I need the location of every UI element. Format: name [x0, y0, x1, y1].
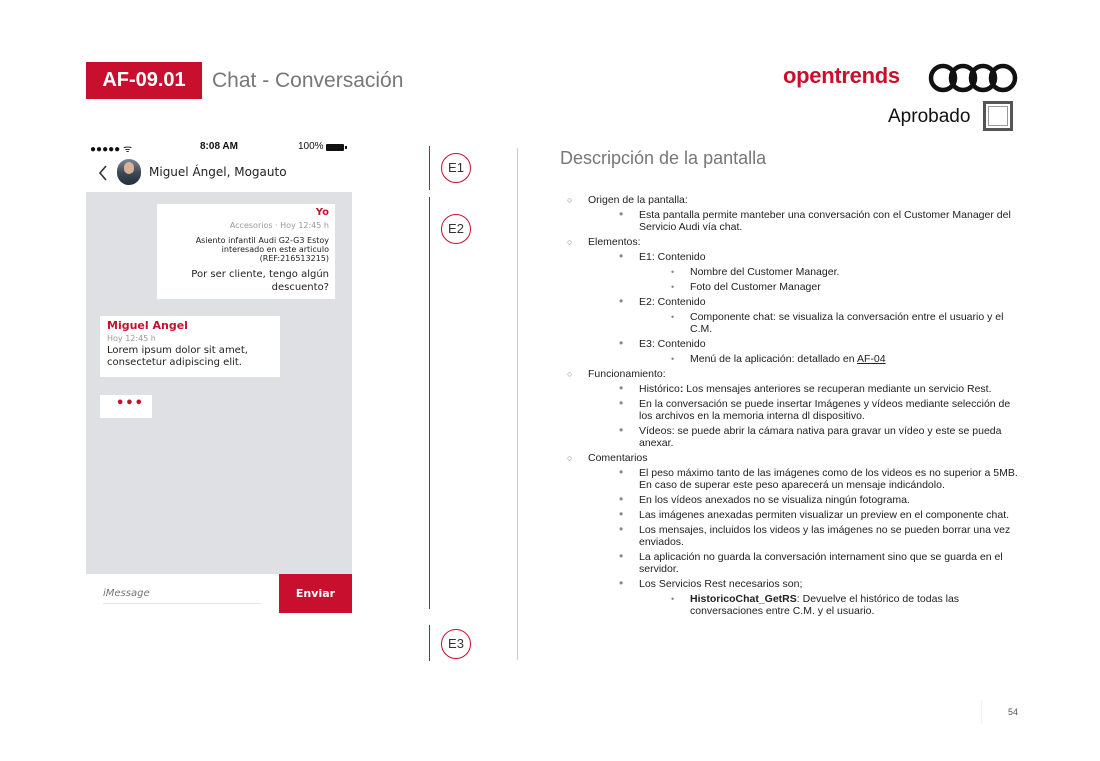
received-message-bubble: [100, 316, 280, 377]
description-title: Descripción de la pantalla: [560, 148, 767, 168]
sent-message-bubble: [157, 204, 335, 299]
list-item: • Las imágenes anexadas permiten visualizar un preview en el componente chat.: [619, 507, 1010, 521]
rest-service-desc: : Devuelve el histórico de todas las conversaciones entre C.M. y el usuario.: [690, 593, 960, 617]
approved-checkbox[interactable]: [983, 101, 1013, 131]
send-button[interactable]: Enviar: [279, 574, 352, 613]
marker-e3: E3: [441, 629, 471, 659]
list-item: • Los mensajes, incluidos los videos y las imágenes no se pueden borrar una vez enviados.: [619, 522, 1011, 548]
message-input[interactable]: [103, 588, 261, 599]
func-heading: Funcionamiento:: [588, 368, 666, 380]
approval-status-label: Aprobado: [888, 106, 971, 127]
status-time: 8:08 AM: [200, 141, 238, 152]
contact-name: Miguel Ángel, Mogauto: [149, 165, 287, 179]
phone-status-bar: [86, 137, 352, 157]
message-meta: Accesorios · Hoy 12:45 h: [229, 221, 329, 230]
list-item: • Histórico: Los mensajes anteriores se recuperan mediante un servicio Rest.: [619, 381, 992, 395]
list-item: ○ Origen de la pantalla:: [567, 194, 688, 206]
comment-item: El peso máximo tanto de las imágenes como de los videos es no superior a 5MB. En caso de superar este peso aparecerá un mensaje indicándolo.: [639, 467, 1018, 491]
list-item: • En los vídeos anexados no se visualiza ningún fotograma.: [619, 492, 910, 506]
list-item: ○ Funcionamiento:: [567, 368, 666, 380]
e1-item: Foto del Customer Manager: [690, 281, 821, 293]
e2-label: E2: Contenido: [639, 296, 706, 308]
list-item: ○ Elementos:: [567, 236, 641, 248]
list-item: • Menú de la aplicación: detallado en AF-04: [671, 353, 886, 365]
list-item: • E2: Contenido: [619, 294, 706, 308]
opentrends-logo-text: opentrends: [783, 63, 900, 88]
marker-e1: E1: [441, 153, 471, 183]
document-title: Chat - Conversación: [212, 69, 404, 92]
comments-heading: Comentarios: [588, 452, 648, 464]
list-item: • Nombre del Customer Manager.: [671, 266, 840, 278]
e1-range-line: [429, 146, 430, 190]
chevron-left-icon[interactable]: [98, 164, 108, 182]
marker-e2: E2: [441, 214, 471, 244]
audi-rings-logo-icon: [928, 63, 1018, 93]
document-code-badge: AF-09.01: [86, 62, 202, 99]
func-item: En la conversación se puede insertar Imágenes y vídeos mediante selección de los archivos en la memoria interna dl dispositivo.: [639, 398, 1011, 422]
page-number: 54: [1008, 707, 1019, 717]
list-item: • HistoricoChat_GetRS: Devuelve el histórico de todas las conversaciones entre C.M. y el usuario.: [671, 593, 960, 617]
list-item: • E1: Contenido: [619, 249, 706, 263]
typing-dots-icon: •••: [116, 396, 144, 411]
phone-mockup: [86, 137, 352, 613]
column-divider: [517, 148, 518, 660]
func-hist-label: Histórico: [639, 383, 680, 395]
list-item: • La aplicación no guarda la conversación internament sino que se guarda en el servidor.: [619, 549, 1003, 575]
message-body: Lorem ipsum dolor sit amet, consectetur adipiscing elit.: [107, 345, 248, 368]
avatar: [117, 159, 141, 185]
elements-heading: Elementos:: [588, 236, 641, 248]
e2-range-line: [429, 197, 430, 609]
message-question: Por ser cliente, tengo algún descuento?: [191, 269, 329, 293]
message-sender: Yo: [315, 207, 329, 218]
battery-percentage: 100%: [298, 141, 324, 152]
list-item: ○ Comentarios: [567, 452, 648, 464]
description-body: [563, 194, 1033, 620]
func-hist-colon: :: [679, 383, 684, 395]
af-04-link[interactable]: AF-04: [856, 353, 886, 365]
footer-divider: [981, 700, 982, 724]
list-item: • Vídeos: se puede abrir la cámara nativa para gravar un vídeo y este se pueda anexar.: [619, 423, 1002, 449]
e1-label: E1: Contenido: [639, 251, 706, 263]
func-hist-text: Los mensajes anteriores se recuperan mediante un servicio Rest.: [683, 383, 992, 395]
rest-service-name: HistoricoChat_GetRS: [690, 593, 797, 605]
message-sender: Miguel Angel: [107, 319, 188, 332]
origin-heading: Origen de la pantalla:: [588, 194, 688, 206]
list-item: • Esta pantalla permite manteber una conversación con el Customer Manager del Servicio Audi vía chat.: [619, 207, 1011, 233]
list-item: • Foto del Customer Manager: [671, 281, 821, 293]
list-item: • En la conversación se puede insertar Imágenes y vídeos mediante selección de los archivos en la memoria interna dl dispositivo.: [619, 396, 1011, 422]
func-item: Vídeos: se puede abrir la cámara nativa para gravar un vídeo y este se pueda anexar.: [639, 425, 1002, 449]
list-item: • E3: Contenido: [619, 336, 706, 350]
typing-indicator: [100, 395, 152, 418]
chat-area[interactable]: [86, 192, 352, 574]
comment-item: Los mensajes, incluidos los videos y las imágenes no se pueden borrar una vez enviados.: [639, 524, 1011, 548]
comment-item: Los Servicios Rest necesarios son;: [639, 578, 803, 590]
comment-item: Las imágenes anexadas permiten visualizar un preview en el componente chat.: [639, 509, 1010, 521]
comment-item: La aplicación no guarda la conversación internament sino que se guarda en el servidor.: [639, 551, 1003, 575]
input-underline: [103, 603, 261, 604]
chat-nav-bar: [86, 157, 352, 192]
comment-item: En los vídeos anexados no se visualiza ningún fotograma.: [639, 494, 910, 506]
e2-item: Componente chat: se visualiza la conversación entre el usuario y el C.M.: [690, 311, 1004, 335]
e3-item: Menú de la aplicación: detallado en: [690, 353, 857, 365]
message-meta: Hoy 12:45 h: [107, 334, 156, 343]
signal-wifi-icon: ●●●●● ᯤ: [90, 144, 133, 155]
origin-text: Esta pantalla permite manteber una conversación con el Customer Manager del Servicio Audi vía chat.: [639, 209, 1011, 233]
e3-range-line: [429, 625, 430, 661]
message-body: Asiento infantil Audi G2-G3 Estoy interesado en este articulo (REF:216513215): [195, 236, 329, 263]
list-item: • Los Servicios Rest necesarios son;: [619, 576, 803, 590]
battery-icon: [326, 144, 344, 151]
list-item: • El peso máximo tanto de las imágenes como de los videos es no superior a 5MB. En caso de superar este peso aparecerá un mensaje indicándolo.: [619, 465, 1018, 491]
list-item: • Componente chat: se visualiza la conversación entre el usuario y el C.M.: [671, 311, 1004, 335]
e1-item: Nombre del Customer Manager.: [690, 266, 840, 278]
message-input-bar: [86, 574, 352, 613]
e3-label: E3: Contenido: [639, 338, 706, 350]
